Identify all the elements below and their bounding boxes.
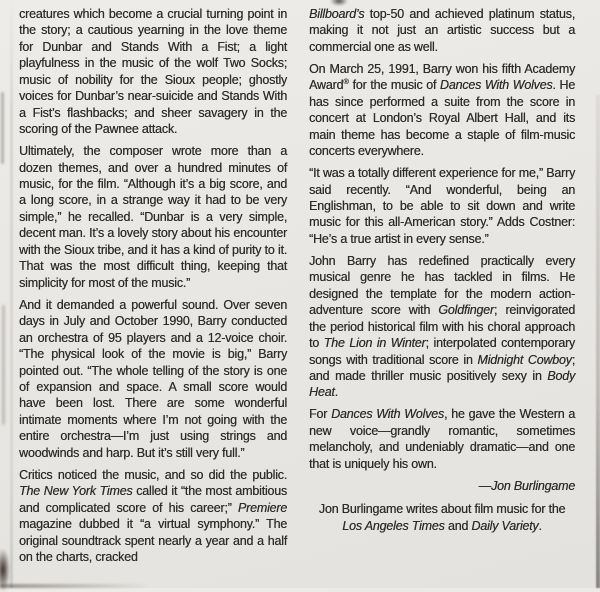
scan-blob-bottom-left-icon [0,548,10,592]
para-redefined: John Barry has redefined practically every musical genre he has tackled in films. He designed the template for the modern action-adventure score with Goldfinger; reinvigorated the period historical film with his choral approach to The Lion in Winter; interpolated contemporary songs with traditional score in Midnight Cowboy; and made thriller music positively sexy in Body Heat. [309,253,576,400]
left-text-column [19,6,287,565]
para-experience: “It was a totally different experience for me,” Barry said recently. “And wonderful, being an Englishman, to be able to sit down and write music for this all-American story.” Adds Costner: “He’s a true artist in every sense.” [309,166,575,246]
right-text-column [309,6,575,534]
para-themes: creatures which become a crucial turning point in the story; a cautious yearning in the love theme for Dunbar and Stands With a Fist; a light playfulness in the music of the wolf Two Socks; music of nobility for the Sioux people; ghostly voices for Dunbar’s near-suicide and Stands With a Fist’s flashbacks; and sheer savagery in the scoring of the Pawnee attack. [19,7,287,137]
scan-mark-left-lower-icon [2,305,5,425]
scan-mark-left-upper-icon [1,92,4,164]
para-billboard: Billboard’s top-50 and achieved platinum status, making it not just an artistic success but a commercial one as well. [309,7,575,54]
author-bio: Jon Burlingame writes about film music for the Los Angeles Times and Daily Variety. [318,502,566,533]
scan-edge-bottom-icon [0,584,150,588]
para-powerful-sound: And it demanded a powerful sound. Over seven days in July and October 1990, Barry conducted an orchestra of 95 players and a 12-voice choir. “The physical look of the movie is big,” Barry pointed out. “The whole telling of the story is one of expansion and space. A small score would have been lost. There are some wonderful intimate moments where I’m not going with the entire orchestra—I’m just using strings and woodwinds and harp. But it’s still very full.” [19,297,287,460]
scan-streak-left-icon [10,0,13,588]
scan-edge-right-icon [596,95,600,588]
byline: —Jon Burlingame [478,478,575,493]
para-western-voice: For Dances With Wolves, he gave the Western a new voice—grandly romantic, sometimes melancholy, and undeniably dramatic—and one that is uniquely his own. [309,407,575,471]
para-ultimately: Ultimately, the composer wrote more than a dozen themes, and over a hundred minutes of music, for the film. “Although it’s a big score, and a long score, in a strange way it had to be very simple,” he recalled. “Dunbar is a very simple, decent man. It’s a lovely story about his encounter with the Sioux tribe, and it has a kind of purity to it. That was the most difficult thing, keeping that simplicity for most of the music.” [19,144,287,290]
para-academy-award: On March 25, 1991, Barry won his fifth Academy Award® for the music of Dances With Wolves. He has since performed a suite from the score in concert at London’s Royal Albert Hall, and its main theme has become a staple of film-music concerts everywhere. [309,61,575,159]
para-critics: Critics noticed the music, and so did the public. The New York Times called it “the most ambitious and complicated score of his career;” Premiere magazine dubbed it “a virtual symphony.” The original soundtrack spent nearly a year and a half on the charts, cracked [19,467,287,564]
